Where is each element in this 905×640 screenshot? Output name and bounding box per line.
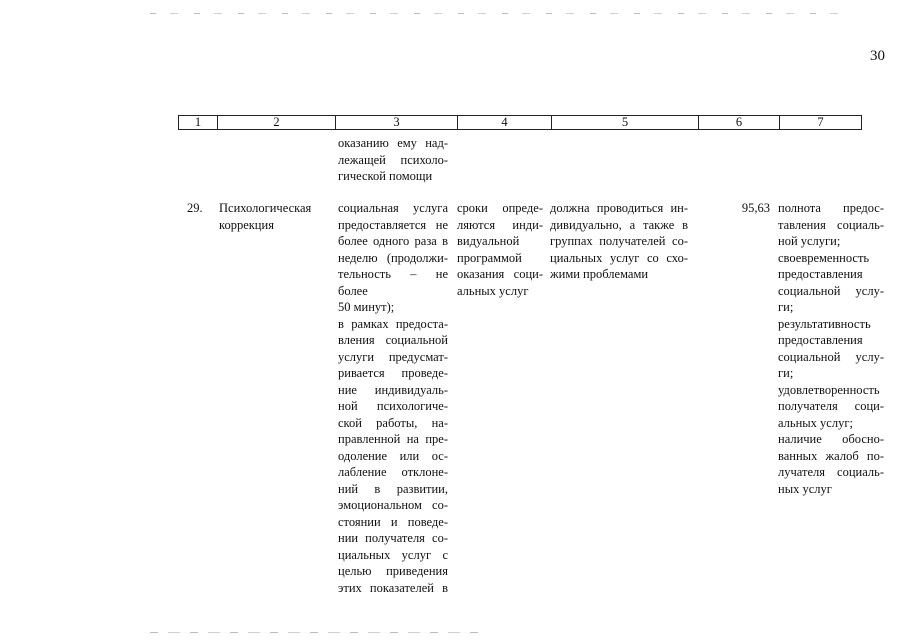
text-line: ной услуги; <box>778 234 841 248</box>
text-line: вления социальной <box>338 333 448 347</box>
text-line: ской работы, на- <box>338 415 448 430</box>
text-line: ривается проведе- <box>338 366 448 380</box>
text-line: одоление или ос- <box>338 448 448 463</box>
text-line: наличие обосно- <box>778 432 884 446</box>
page-number: 30 <box>870 48 885 64</box>
text-line: ние индивидуаль- <box>338 382 448 397</box>
row-number: 29. <box>187 201 203 215</box>
text-line: услуги предусмат- <box>338 349 448 364</box>
header-cell-4: 4 <box>458 116 552 129</box>
text-line: оказанию ему над- <box>338 136 448 150</box>
header-cell-2: 2 <box>218 116 336 129</box>
service-terms <box>457 200 543 299</box>
text-line: предоставления <box>778 267 863 281</box>
text-line: коррекция <box>219 217 274 232</box>
table-header-row <box>178 115 862 130</box>
text-line: своевременность <box>778 250 870 265</box>
text-line: более одного раза в <box>338 234 448 248</box>
text-line: лабление отклоне- <box>338 465 448 479</box>
text-line: лежащей психоло- <box>338 152 448 167</box>
text-line: эмоциональном со- <box>338 498 448 512</box>
text-line: тельность – не более <box>338 267 448 298</box>
text-line: социальной услу- <box>778 283 884 298</box>
text-line: предоставления <box>778 333 863 347</box>
text-line: оказания соци- <box>457 267 543 281</box>
scan-noise-top <box>150 13 850 14</box>
text-line: ванных жалоб по- <box>778 448 884 463</box>
text-line: должна проводиться ин- <box>550 201 688 215</box>
header-cell-3: 3 <box>336 116 458 129</box>
text-line: предоставляется не <box>338 217 448 232</box>
text-line: Психологическая <box>219 201 312 215</box>
text-line: правленной на пре- <box>338 432 448 446</box>
header-cell-5: 5 <box>552 116 699 129</box>
text-line: гической помощи <box>338 169 433 183</box>
text-line: альных услуг <box>457 283 529 298</box>
text-line: в рамках предоста- <box>338 316 448 331</box>
service-name <box>219 200 331 233</box>
scan-noise-bottom <box>150 632 480 633</box>
text-line: ний в развитии, <box>338 481 448 496</box>
text-line: 50 минут); <box>338 300 395 314</box>
text-line: целью приведения <box>338 564 448 578</box>
text-line: ги; <box>778 300 794 314</box>
text-line: дивидуально, а также в <box>550 217 688 232</box>
text-line: получателя соци- <box>778 399 884 413</box>
service-conditions <box>550 200 688 283</box>
text-line: программой <box>457 250 522 265</box>
text-line: нии получателя со- <box>338 531 448 545</box>
text-line: циальных услуг со схо- <box>550 250 688 265</box>
header-cell-1: 1 <box>179 116 218 129</box>
text-line: жими проблемами <box>550 267 649 281</box>
service-tariff: 95,63 <box>741 201 770 215</box>
text-line: стоянии и поведе- <box>338 514 448 529</box>
text-line: группах получателей со- <box>550 234 688 248</box>
quality-indicators <box>778 200 884 497</box>
text-line: ляются инди- <box>457 217 543 232</box>
text-line: лучателя социаль- <box>778 465 884 479</box>
text-line: тавления социаль- <box>778 217 884 232</box>
text-line: видуальной <box>457 234 520 248</box>
text-line: неделю (продолжи- <box>338 250 448 265</box>
service-description <box>338 200 448 596</box>
continuation-col3 <box>338 135 448 185</box>
text-line: ной психологиче- <box>338 399 448 413</box>
text-line: ги; <box>778 366 794 380</box>
text-line: полнота предос- <box>778 201 884 215</box>
text-line: ных услуг <box>778 481 832 496</box>
text-line: результативность <box>778 316 871 331</box>
text-line: альных услуг; <box>778 415 853 430</box>
header-cell-7: 7 <box>817 115 824 129</box>
text-line: сроки опреде- <box>457 201 543 215</box>
header-cell-6: 6 <box>699 116 780 129</box>
text-line: социальной услу- <box>778 349 884 364</box>
text-line: этих показателей в <box>338 580 448 595</box>
text-line: удовлетворенность <box>778 382 880 397</box>
text-line: социальная услуга <box>338 201 448 215</box>
text-line: циальных услуг с <box>338 547 448 562</box>
